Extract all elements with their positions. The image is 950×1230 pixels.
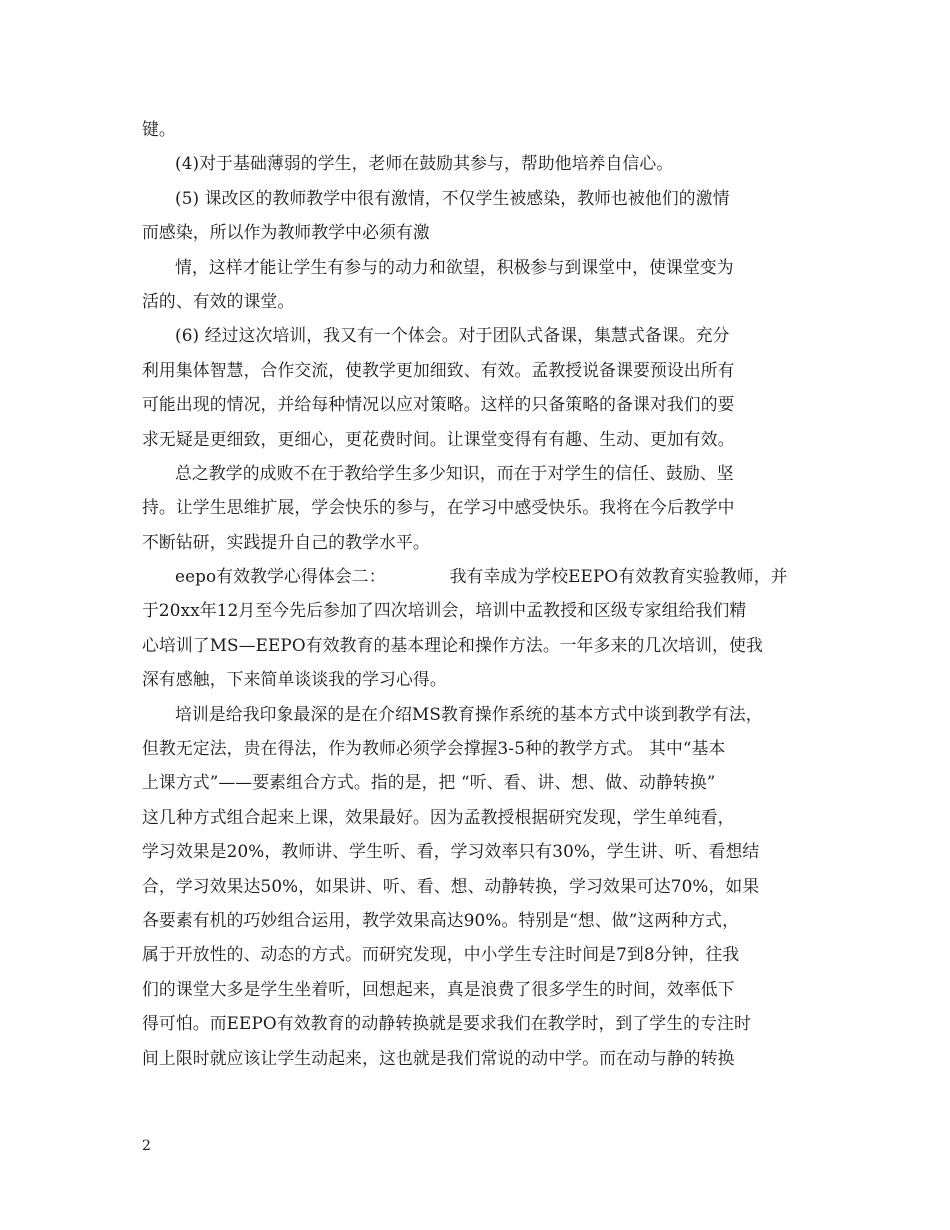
text-line: 这几种方式组合起来上课，效果最好。因为孟教授根据研究发现，学生单纯看，	[142, 806, 735, 827]
text-line: 得可怕。而EEPO有效教育的动静转换就是要求我们在教学时，到了学生的专注时	[142, 1013, 751, 1034]
text-line: 利用集体智慧，合作交流，使教学更加细致、有效。孟教授说备课要预设出所有	[142, 359, 735, 380]
text-line: (5) 课改区的教师教学中很有激情，不仅学生被感染，教师也被他们的激情	[175, 187, 730, 208]
text-line: 间上限时就应该让学生动起来，这也就是我们常说的动中学。而在动与静的转换	[142, 1047, 735, 1068]
text-line: 但教无定法，贵在得法，作为教师必须学会撑握3-5种的教学方式。 其中“基本	[142, 738, 726, 759]
text-line: 可能出现的情况，并给每种情况以应对策略。这样的只备策略的备课对我们的要	[142, 394, 735, 415]
text-line: 总之教学的成败不在于教给学生多少知识，而在于对学生的信任、鼓励、坚	[175, 462, 734, 483]
text-line: 各要素有机的巧妙组合运用，教学效果高达90%。特别是“想、做”这两种方式，	[142, 909, 740, 930]
section-heading: eepo有效教学心得体会二：	[175, 566, 386, 587]
text-line: 求无疑是更细致，更细心，更花费时间。让课堂变得有有趣、生动、更加有效。	[142, 428, 735, 449]
text-line: 持。让学生思维扩展，学会快乐的参与，在学习中感受快乐。我将在今后教学中	[142, 497, 735, 518]
text-line: 合，学习效果达50%，如果讲、听、看、想、动静转换，学习效果可达70%，如果	[142, 875, 760, 896]
text-line: 深有感触，下来简单谈谈我的学习心得。	[142, 669, 447, 690]
page-number: 2	[142, 1138, 151, 1154]
text-line: 培训是给我印象最深的是在介绍MS教育操作系统的基本方式中谈到教学有法，	[175, 703, 763, 724]
text-line: (4)对于基础薄弱的学生，老师在鼓励其参与，帮助他培养自信心。	[175, 153, 674, 174]
text-line: 而感染，所以作为教师教学中必须有激	[142, 222, 430, 243]
text-line: 活的、有效的课堂。	[142, 290, 295, 311]
text-line: 属于开放性的、动态的方式。而研究发现，中小学生专注时间是7到8分钟，往我	[142, 944, 740, 965]
text-line: 们的课堂大多是学生坐着听，回想起来，真是浪费了很多学生的时间，效率低下	[142, 978, 735, 999]
section-heading-line	[142, 559, 814, 593]
text-line: 上课方式”——要素组合方式。指的是，把 “听、看、讲、想、做、动静转换”	[142, 772, 716, 793]
text-line: 心培训了MS—EEPO有效教育的基本理论和操作方法。一年多来的几次培训，使我	[142, 634, 763, 655]
text-line: 于20xx年12月至今先后参加了四次培训会，培训中孟教授和区级专家组给我们精	[142, 600, 747, 621]
body-text	[142, 112, 814, 1075]
text-line: 情，这样才能让学生有参与的动力和欲望，积极参与到课堂中，使课堂变为	[175, 256, 734, 277]
text-line: 不断钻研，实践提升自己的教学水平。	[142, 531, 430, 552]
text-line: 键。	[142, 119, 176, 139]
text-line: 我有幸成为学校EEPO有效教育实验教师，并	[449, 566, 788, 587]
text-line: 学习效果是20%，教师讲、学生听、看，学习效率只有30%，学生讲、听、看想结	[142, 841, 760, 862]
text-line: (6) 经过这次培训，我又有一个体会。对于团队式备课，集慧式备课。充分	[175, 325, 730, 346]
